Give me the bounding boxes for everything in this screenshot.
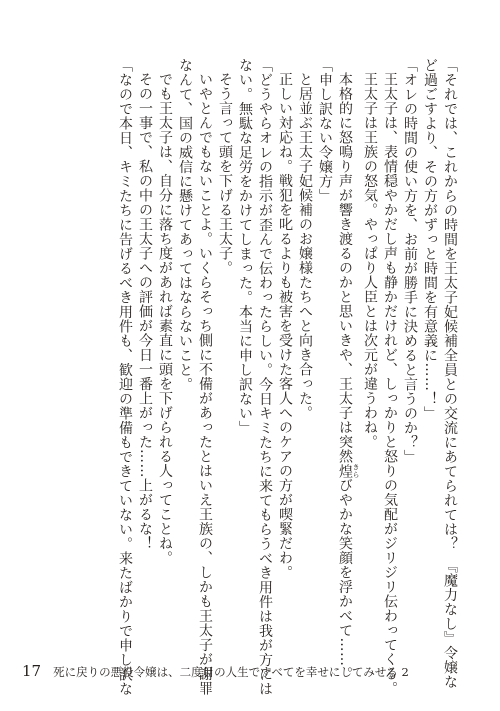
text-line: 王太子は、表情穏やかだし声も静かだけれど、しっかりと怒りの気配がジリジリ伝わってくる。 <box>382 72 398 696</box>
page-footer <box>22 662 409 680</box>
text-line: 本格的に怒鳴り声が響き渡るのかと思いきや、王太子は突然煌 きらびやかな笑顔を浮かべて……。 <box>337 72 360 681</box>
text-line: 「オレの時間の使い方を、お前が勝手に決めると言うのか？」 <box>402 58 418 464</box>
text-line: その一事で、私の中の王太子への評価が今日一番上がった……上がるな！ <box>137 72 153 551</box>
text-line: いやとんでもないことよ。いくらそっち側に不備があったとはいえ王族の、しかも王太子が謝罪 <box>197 72 213 696</box>
furigana-ruby: 煌 きら <box>337 463 360 479</box>
text-line: 「それでは、これからの時間を王太子妃候補全員との交流にあてられては？ 『魔力なし』令嬢な <box>442 58 458 689</box>
text-line: なんて、国の威信に懸けてあってはならないこと。 <box>177 58 193 392</box>
page-number: 17 <box>22 662 42 680</box>
text-line: ど過ごすより、その方がずっと時間を有意義に……！」 <box>422 58 438 421</box>
text-line: でも王太子は、自分に落ち度があれば素直に頭を下げられる人ってことね。 <box>157 72 173 565</box>
text-line: 正しい対応ね。戦犯を叱るよりも被害を受けた客人へのケアの方が喫緊だわ。 <box>277 72 293 580</box>
text-line: 「申し訳ない令嬢方」 <box>317 58 333 203</box>
text-line: 王太子は王族の怒気。やっぱり人臣とは次元が違うわね。 <box>362 72 378 449</box>
text-line: ない。無駄な足労をかけてしまった。本当に申し訳ない」 <box>237 58 253 435</box>
text-line: 「なので本日、キミたちに告げるべき用件も、歓迎の準備もできていない。来たばかりで申し訳な <box>117 58 133 696</box>
furigana-reading: きら <box>352 463 360 479</box>
text-line: と居並ぶ王太子妃候補のお嬢様たちへと向き合った。 <box>297 72 313 420</box>
running-title: 死に戻りの悪役令嬢は、二度目の人生ですべてを幸せにしてみせる 2 <box>53 665 409 679</box>
text-line: そう言って頭を下げる王太子。 <box>217 72 233 275</box>
text-line: 「どうやらオレの指示が歪んで伝わったらしい。今日キミたちに来てもらうべき用件は我が方には <box>257 58 273 696</box>
